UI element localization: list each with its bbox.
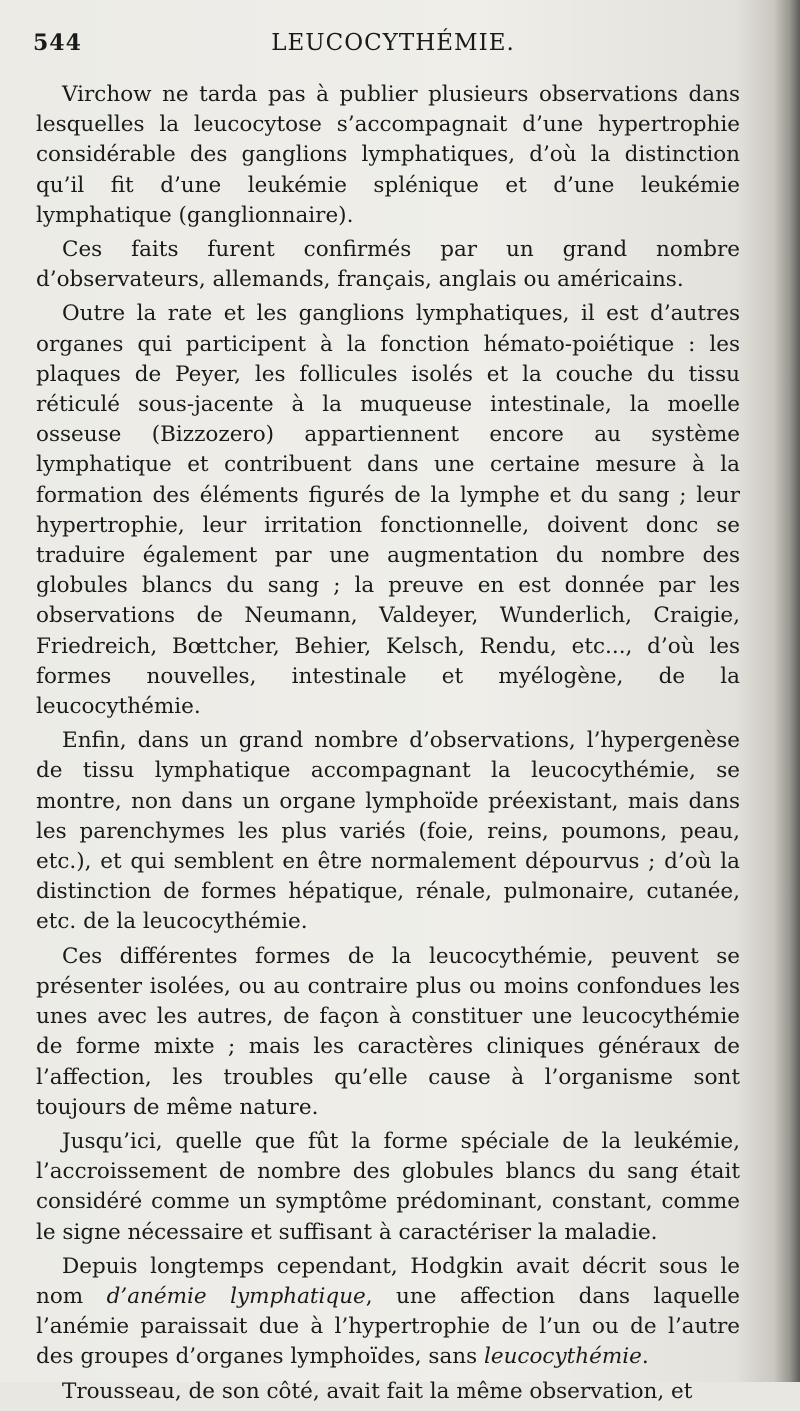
paragraph-hodgkin — [36, 1252, 740, 1373]
running-title: LEUCOCYTHÉMIE. — [271, 30, 515, 56]
page-number: 544 — [33, 30, 82, 56]
paragraph-enfin: Enfin, dans un grand nombre d’observations, l’hypergenèse de tissu lymphatique accompagnant la leucocythémie, se montre, non dans un organe lymphoïde préexistant, mais dans les parenchymes les plus variés (foie, reins, poumons, peau, etc.), et qui semblent en être normalement dépourvus ; d’où la distinction de formes hépatique, rénale, pulmonaire, cutanée, etc. de la leucocythémie. — [36, 728, 740, 935]
body-text — [36, 80, 740, 1411]
italic-anemie-lymphatique: d’anémie lymphatique — [106, 1283, 366, 1309]
paragraph-faits: Ces faits furent confirmés par un grand nombre d’observateurs, allemands, français, anglais ou américains. — [36, 237, 740, 293]
hodgkin-text-2: , une affection dans laquelle l’anémie paraissait due à l’hypertrophie de l’un ou de l’autre des groupes d’organes lymphoïdes, sans — [36, 1283, 740, 1370]
page-header — [33, 30, 753, 64]
paragraph-outre: Outre la rate et les ganglions lymphatiques, il est d’autres organes qui participent à la fonction hémato-poiétique : les plaques de Peyer, les follicules isolés et la couche du tissu réticulé sous-jacente à la muqueuse intestinale, la moelle osseuse (Bizzozero) appartiennent encore au système lymphatique et contribuent dans une certaine mesure à la formation des éléments figurés de la lymphe et du sang ; leur hypertrophie, leur irritation fonctionnelle, doivent donc se traduire également par une augmentation du nombre des globules blancs du sang ; la preuve en est donnée par les observations de Neumann, Valdeyer, Wunderlich, Craigie, Friedreich, Bœttcher, Behier, Kelsch, Rendu, etc..., d’où les formes nouvelles, intestinale et myélogène, de la leucocythémie. — [36, 301, 740, 720]
paragraph-formes: Ces différentes formes de la leucocythémie, peuvent se présenter isolées, ou au contraire plus ou moins confondues les unes avec les autres, de façon à constituer une leucocythémie de forme mixte ; mais les caractères cliniques généraux de l’affection, les troubles qu’elle cause à l’organisme sont toujours de même nature. — [36, 943, 740, 1120]
page-edge-shadow — [774, 0, 800, 1382]
paragraph-jusquici: Jusqu’ici, quelle que fût la forme spéciale de la leukémie, l’accroissement de nombre des globules blancs du sang était considéré comme un symptôme prédominant, constant, comme le signe nécessaire et suffisant à caractériser la maladie. — [36, 1128, 740, 1245]
italic-leucocythemie: leucocythémie — [483, 1344, 642, 1370]
hodgkin-text-3: . — [641, 1344, 649, 1370]
paragraph-virchow: Virchow ne tarda pas à publier plusieurs observations dans lesquelles la leucocytose s’accompagnait d’une hypertrophie considérable des ganglions lymphatiques, d’où la distinction qu’il fit d’une leukémie splénique et d’une leukémie lymphatique (ganglionnaire). — [36, 82, 740, 228]
hodgkin-text-1: Depuis longtemps cependant, Hodgkin avait décrit sous le nom — [36, 1253, 740, 1309]
paragraph-trousseau: Trousseau, de son côté, avait fait la même observation, et — [62, 1378, 693, 1404]
